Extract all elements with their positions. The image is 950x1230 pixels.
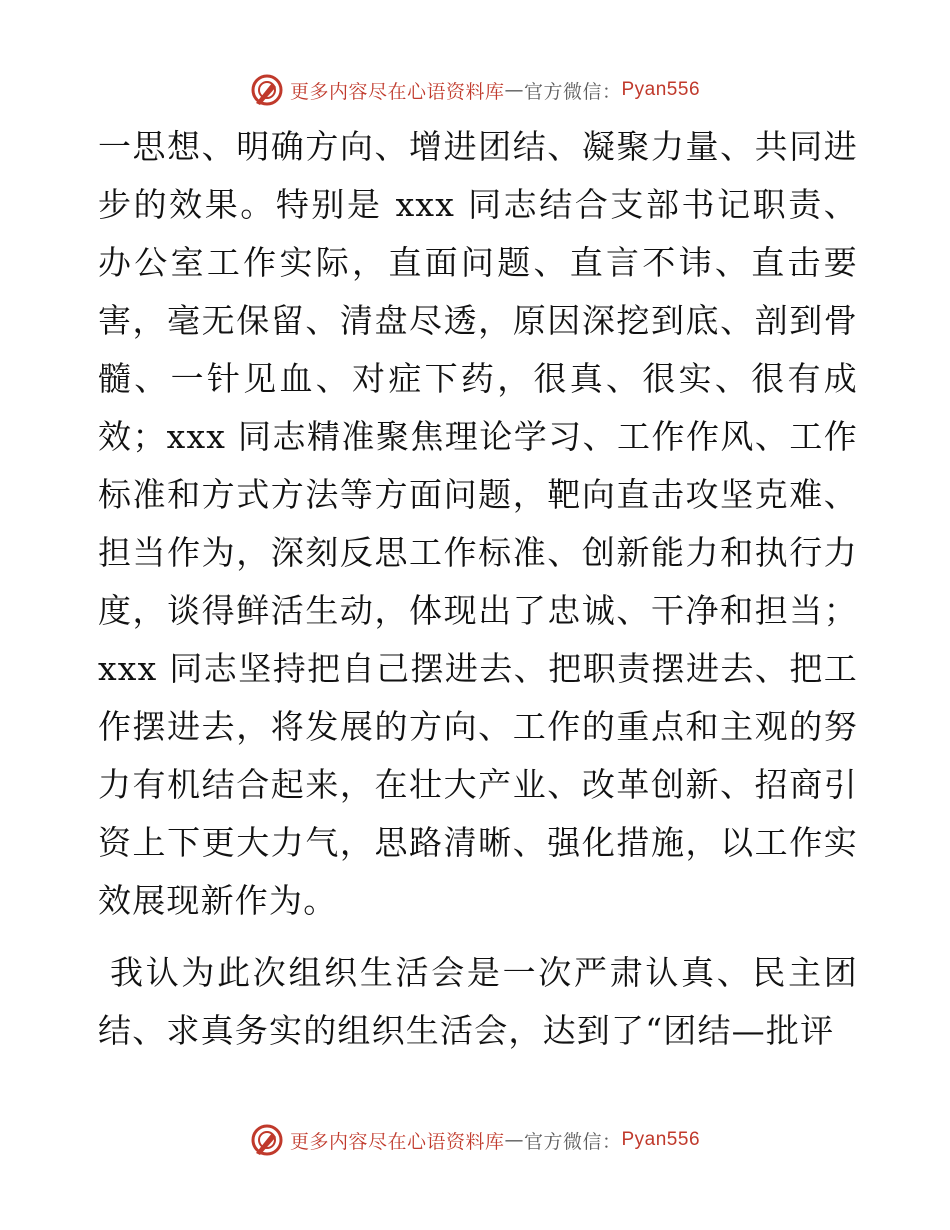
header-watermark-label: 官方微信： <box>523 80 622 103</box>
footer-watermark-brand: Pyan556 <box>621 1129 701 1150</box>
paragraph-2: 我认为此次组织生活会是一次严肃认真、民主团结、求真务实的组织生活会，达到了“团结—批评 <box>98 953 858 1050</box>
header-watermark-brand: Pyan556 <box>621 79 701 100</box>
footer-watermark-label: 官方微信： <box>523 1130 622 1153</box>
header-watermark <box>0 72 950 108</box>
footer-watermark-text: 更多内容尽在心语资料库 <box>289 1130 505 1153</box>
header-watermark-text: 更多内容尽在心语资料库 <box>289 80 505 103</box>
footer-watermark <box>0 1122 950 1158</box>
paragraph-1: 一思想、明确方向、增进团结、凝聚力量、共同进步的效果。特别是 xxx 同志结合支部书记职责、办公室工作实际，直面问题、直言不讳、直击要害，毫无保留、清盘尽透，原因深挖到底、剖到骨髓、一针见血、对症下药，很真、很实、很有成效；xxx 同志精准聚焦理论学习、工作作风、工作标准和方式方法等方面问题，靶向直击攻坚克难、担当作为，深刻反思工作标准、创新能力和执行力度，谈得鲜活生动，体现出了忠诚、干净和担当；xxx 同志坚持把自己摆进去、把职责摆进去、把工作摆进去，将发展的方向、工作的重点和主观的努力有机结合起来，在壮大产业、改革创新、招商引资上下更大力气，思路清晰、强化措施，以工作实效展现新作为。 <box>98 127 858 920</box>
footer-watermark-dash: — <box>504 1129 524 1151</box>
document-body <box>98 118 858 1060</box>
pen-logo-icon <box>250 1123 284 1157</box>
pen-logo-icon <box>250 73 284 107</box>
header-watermark-dash: — <box>504 79 524 101</box>
